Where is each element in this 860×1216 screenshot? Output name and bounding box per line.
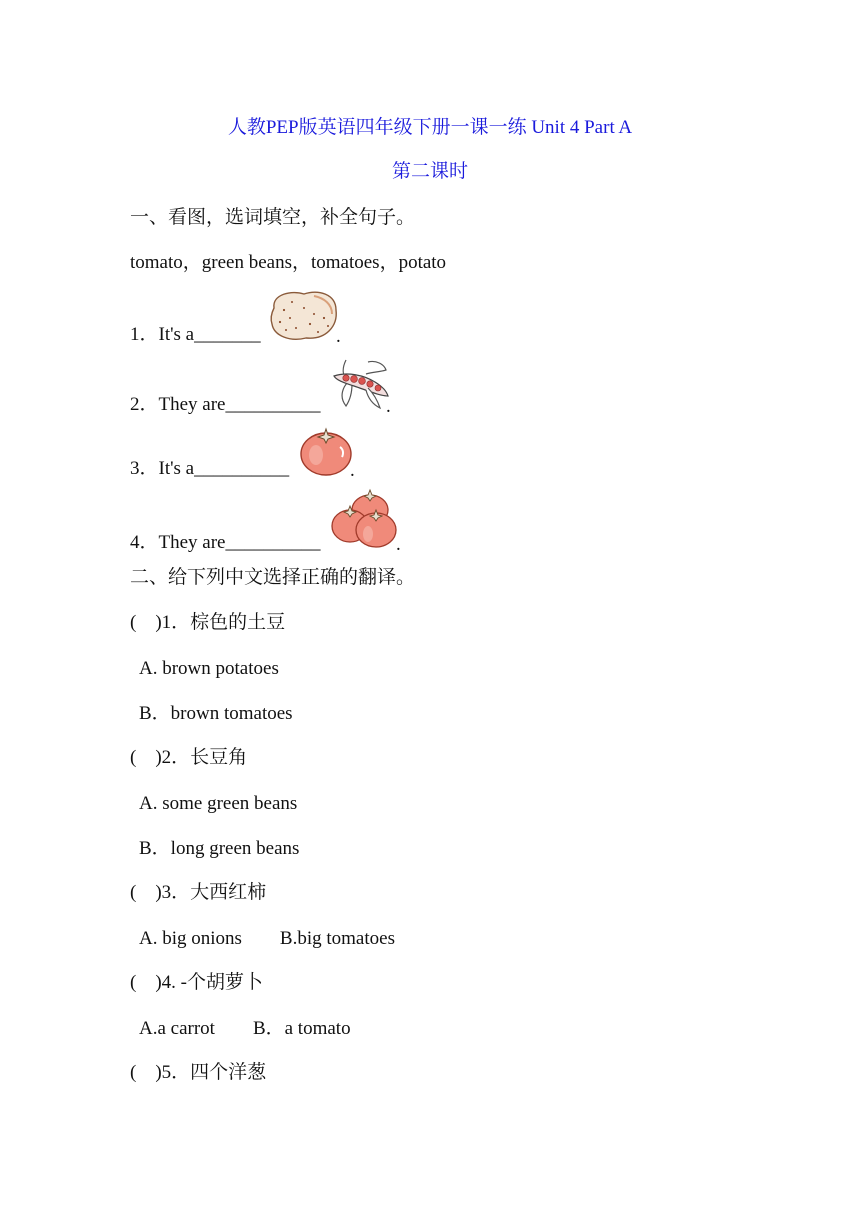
translation-4-options: A.a carrot B．a tomato xyxy=(139,1018,351,1039)
translation-2-option-b: B．long green beans xyxy=(139,838,300,859)
tomato-icon xyxy=(298,425,354,477)
translation-question-2: ( )2．长豆角 xyxy=(130,747,248,768)
question-1-end: . xyxy=(336,326,341,347)
page-subtitle: 第二课时 xyxy=(391,161,468,182)
question-1: 1．It's a_______ xyxy=(130,324,261,345)
question-3-end: . xyxy=(350,460,355,481)
translation-question-3: ( )3．大西红柿 xyxy=(130,882,267,903)
potato-icon xyxy=(266,288,340,344)
tomatoes-icon xyxy=(330,488,400,552)
translation-1-option-b: B．brown tomatoes xyxy=(139,703,293,724)
question-2-end: . xyxy=(386,396,391,417)
translation-3-options: A. big onions B.big tomatoes xyxy=(139,928,395,949)
word-bank: tomato，green beans，tomatoes，potato xyxy=(130,252,447,273)
translation-question-4: ( )4. -个胡萝卜 xyxy=(130,972,263,993)
translation-question-1: ( )1．棕色的土豆 xyxy=(130,612,286,633)
green-beans-icon xyxy=(328,356,390,412)
question-4: 4．They are__________ xyxy=(130,532,321,553)
section1-heading: 一、看图，选词填空，补全句子。 xyxy=(130,207,416,228)
question-3: 3．It's a__________ xyxy=(130,458,290,479)
section2-heading: 二、给下列中文选择正确的翻译。 xyxy=(130,567,416,588)
question-4-end: . xyxy=(396,534,401,555)
question-2: 2．They are__________ xyxy=(130,394,321,415)
page-title: 人教PEP版英语四年级下册一课一练 Unit 4 Part A xyxy=(227,117,633,138)
translation-question-5: ( )5．四个洋葱 xyxy=(130,1062,267,1083)
translation-1-option-a: A. brown potatoes xyxy=(139,658,279,679)
translation-2-option-a: A. some green beans xyxy=(139,793,298,814)
